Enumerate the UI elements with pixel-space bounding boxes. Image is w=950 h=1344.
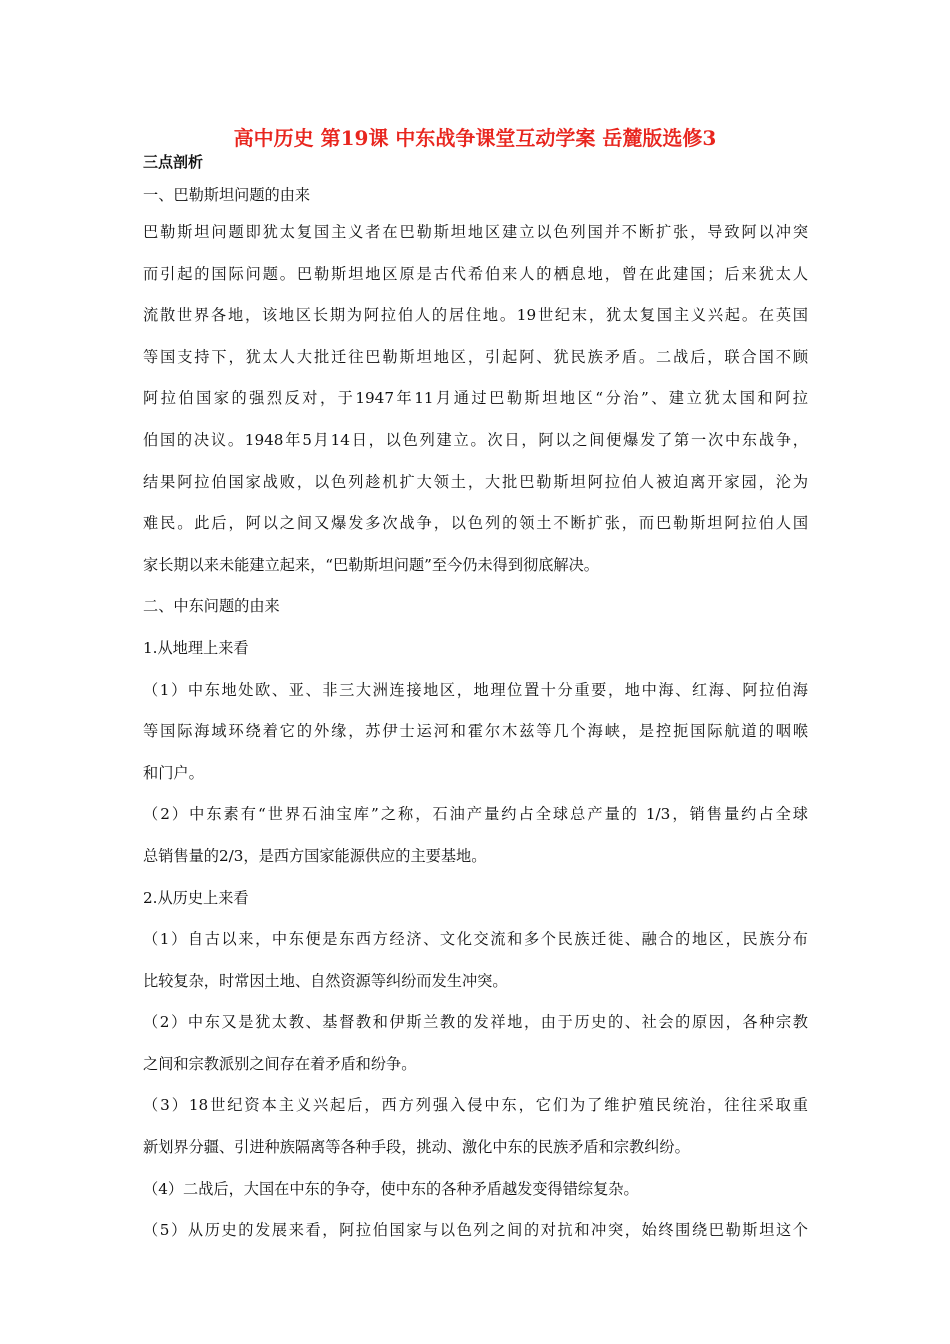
section-heading: 三点剖析	[143, 153, 204, 171]
text-line: 等国支持下，犹太人大批迁往巴勒斯坦地区，引起阿、犹民族矛盾。二战后，联合国不顾	[143, 347, 808, 366]
text-line: （5）从历史的发展来看，阿拉伯国家与以色列之间的对抗和冲突，始终围绕巴勒斯坦这个	[143, 1221, 808, 1240]
text-line: 伯国的决议。1948年5月14日，以色列建立。次日，阿以之间便爆发了第一次中东战争，	[143, 430, 808, 449]
text-line: 1.从地理上来看	[143, 638, 249, 657]
text-line: （3）18世纪资本主义兴起后，西方列强入侵中东，它们为了维护殖民统治，往往采取重	[143, 1096, 808, 1115]
text-line: （2）中东素有“世界石油宝库”之称，石油产量约占全球总产量的 1/3，销售量约占全球	[143, 805, 808, 824]
text-line: 而引起的国际问题。巴勒斯坦地区原是古代希伯来人的栖息地，曾在此建国；后来犹太人	[143, 264, 808, 283]
text-line: 巴勒斯坦问题即犹太复国主义者在巴勒斯坦地区建立以色列国并不断扩张，导致阿以冲突	[143, 223, 808, 241]
text-line: 结果阿拉伯国家战败，以色列趁机扩大领土，大批巴勒斯坦阿拉伯人被迫离开家园，沦为	[143, 472, 808, 491]
text-line: 之间和宗教派别之间存在着矛盾和纷争。	[143, 1054, 417, 1073]
text-line: 新划界分疆、引进种族隔离等各种手段，挑动、激化中东的民族矛盾和宗教纠纷。	[143, 1138, 690, 1157]
text-line: 等国际海域环绕着它的外缘，苏伊士运河和霍尔木兹等几个海峡，是控扼国际航道的咽喉	[143, 722, 808, 741]
text-line: 2.从历史上来看	[143, 888, 249, 907]
text-line: 阿拉伯国家的强烈反对，于1947年11月通过巴勒斯坦地区“分治”、建立犹太国和阿拉	[143, 389, 808, 408]
text-line: 二、中东问题的由来	[143, 597, 280, 616]
text-line: 和门户。	[143, 763, 204, 782]
text-line: 难民。此后，阿以之间又爆发多次战争，以色列的领土不断扩张，而巴勒斯坦阿拉伯人国	[143, 514, 808, 533]
text-line: （2）中东又是犹太教、基督教和伊斯兰教的发祥地，由于历史的、社会的原因，各种宗教	[143, 1013, 808, 1032]
document-title: 高中历史 第19课 中东战争课堂互动学案 岳麓版选修3	[233, 126, 717, 150]
text-line: 一、巴勒斯坦问题的由来	[143, 186, 311, 204]
text-line: （1）中东地处欧、亚、非三大洲连接地区，地理位置十分重要，地中海、红海、阿拉伯海	[143, 680, 808, 699]
text-line: 比较复杂，时常因土地、自然资源等纠纷而发生冲突。	[143, 971, 508, 990]
text-line: （4）二战后，大国在中东的争夺，使中东的各种矛盾越发变得错综复杂。	[143, 1179, 639, 1198]
text-line: 流散世界各地，该地区长期为阿拉伯人的居住地。19世纪末，犹太复国主义兴起。在英国	[143, 306, 808, 325]
document-body	[143, 178, 808, 1252]
text-line: （1）自古以来，中东便是东西方经济、文化交流和多个民族迁徙、融合的地区，民族分布	[143, 930, 808, 949]
text-line: 总销售量的2/3，是西方国家能源供应的主要基地。	[143, 846, 487, 865]
text-line: 家长期以来未能建立起来，“巴勒斯坦问题”至今仍未得到彻底解决。	[143, 555, 599, 574]
